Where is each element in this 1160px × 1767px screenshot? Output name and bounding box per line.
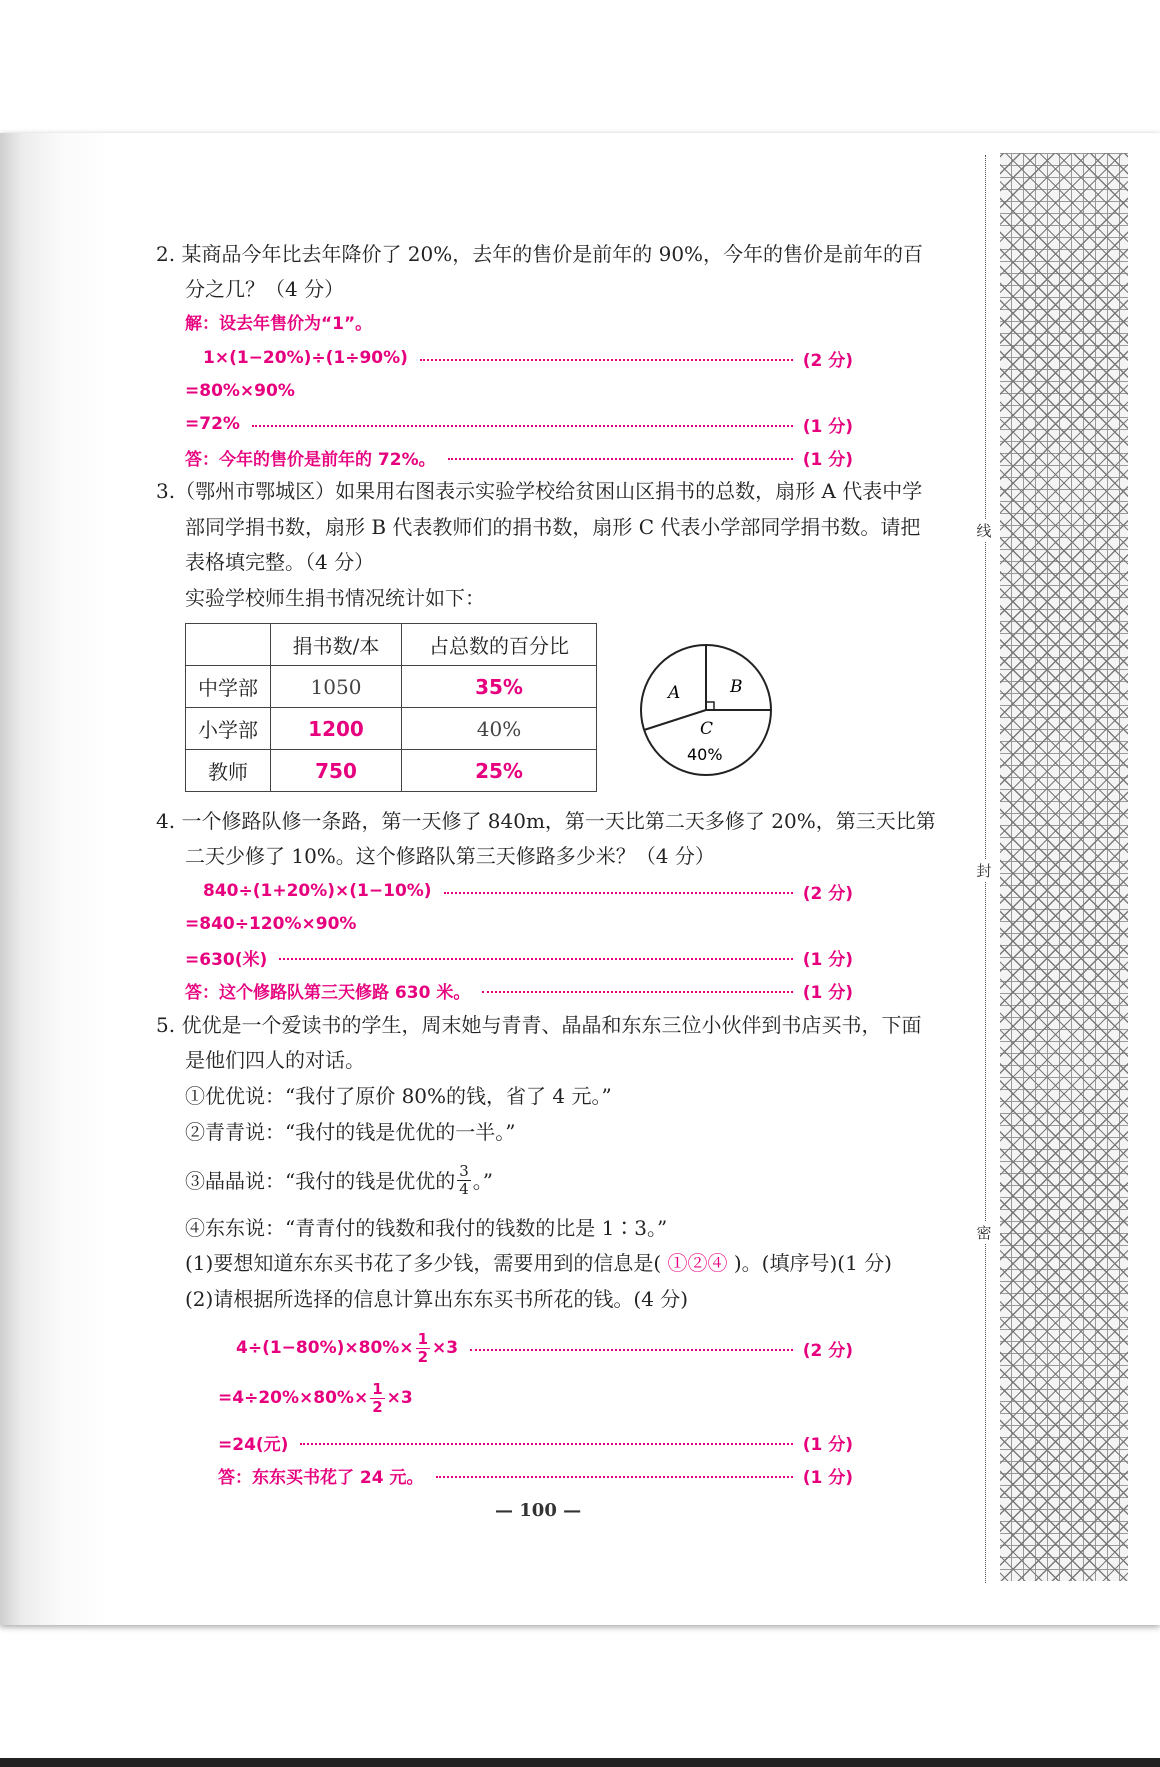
q2-step3-row (185, 409, 853, 439)
margin-label-mi: 密 (973, 1222, 995, 1244)
q4-step1-score: (2 分) (802, 883, 853, 904)
row-label: 中学部 (186, 666, 271, 708)
q5-sub1-end: )。(填序号)(1 分) (733, 1251, 892, 1275)
q2-solution-label: 解：设去年售价为“1”。 (185, 314, 373, 334)
fraction-one-half (370, 1381, 384, 1416)
q5-answer-score: (1 分) (802, 1467, 853, 1488)
row-label: 教师 (186, 750, 271, 792)
pie-label-c: C (700, 719, 714, 739)
q5-step3-row (218, 1427, 853, 1457)
donation-table (185, 623, 597, 792)
q4-step1-row (203, 876, 853, 906)
leader-dots (252, 425, 793, 427)
fraction-denominator: 2 (372, 1397, 383, 1416)
q5-step2-end: ×3 (386, 1388, 413, 1408)
fraction-denominator: 4 (459, 1180, 469, 1198)
pie-label-a: A (668, 683, 681, 703)
pie-c-percent: 40% (687, 745, 723, 764)
q2-step3-score: (1 分) (802, 416, 853, 437)
q2-step1-row (203, 343, 853, 373)
row-count: 1200 (271, 708, 402, 750)
leader-dots (444, 892, 793, 894)
q5-sub1 (185, 1248, 892, 1278)
q3-text-line3: 表格填完整。（4 分） (185, 550, 375, 574)
row-percent: 25% (402, 750, 597, 792)
leader-dots (420, 359, 793, 361)
q5-step1-score: (2 分) (802, 1340, 853, 1361)
q4-step3-row (185, 942, 853, 972)
pie-label-b: B (730, 677, 743, 697)
q5-step1 (236, 1331, 458, 1366)
q5-step1-end: ×3 (432, 1338, 459, 1358)
fraction-numerator: 1 (417, 1329, 428, 1348)
q5-step3-score: (1 分) (802, 1434, 853, 1455)
leader-dots (436, 1476, 793, 1478)
q5-say4: ④东东说：“青青付的钱数和我付的钱数的比是 1∶3。” (185, 1216, 668, 1240)
page-number: — 100 — (495, 1500, 582, 1521)
q5-text-line1: 5. 优优是一个爱读书的学生，周末她与青青、晶晶和东东三位小伙伴到书店买书，下面 (156, 1013, 922, 1037)
row-count: 750 (271, 750, 402, 792)
table-row (186, 666, 597, 708)
q4-answer-score: (1 分) (802, 982, 853, 1003)
q2-step1-score: (2 分) (802, 350, 853, 371)
leader-dots (482, 991, 792, 993)
fraction-numerator: 3 (459, 1162, 469, 1180)
q4-step3: =630(米) (185, 949, 268, 970)
decorative-pattern-strip (1000, 153, 1128, 1581)
q2-text-line2: 分之几？（4 分） (185, 277, 345, 301)
q5-say3 (185, 1163, 493, 1198)
q3-text-line2: 部同学捐书数，扇形 B 代表教师们的捐书数，扇形 C 代表小学部同学捐书数。请把 (185, 515, 921, 539)
q4-text-line2: 二天少修了 10%。这个修路队第三天修路多少米？（4 分） (185, 844, 715, 868)
q4-step3-score: (1 分) (802, 949, 853, 970)
q5-say1: ①优优说：“我付了原价 80%的钱，省了 4 元。” (185, 1084, 612, 1108)
q5-answer-row (218, 1460, 853, 1490)
q2-answer-score: (1 分) (802, 449, 853, 470)
table-row (186, 750, 597, 792)
leader-dots (279, 958, 792, 960)
q4-text-line1: 4. 一个修路队修一条路，第一天修了 840m，第一天比第二天多修了 20%，第三天比第 (156, 809, 936, 833)
q2-answer-row (185, 442, 853, 472)
row-label: 小学部 (186, 708, 271, 750)
margin-label-feng: 封 (973, 860, 995, 882)
table-header-cell (186, 624, 271, 666)
row-percent: 40% (402, 708, 597, 750)
fraction-numerator: 1 (372, 1379, 383, 1398)
q5-sub2: (2)请根据所选择的信息计算出东东买书所花的钱。(4 分) (185, 1287, 689, 1311)
q5-say2: ②青青说：“我付的钱是优优的一半。” (185, 1120, 516, 1144)
fraction-denominator: 2 (417, 1347, 428, 1366)
q5-sub1-text: (1)要想知道东东买书花了多少钱，需要用到的信息是( (185, 1251, 662, 1275)
q5-sub1-answer: ①②④ (667, 1251, 728, 1275)
table-header-row (186, 624, 597, 666)
q5-say3-end: 。” (472, 1168, 494, 1193)
leader-dots (448, 458, 793, 460)
q5-text-line2: 是他们四人的对话。 (185, 1048, 365, 1072)
fraction-three-quarters (457, 1163, 471, 1198)
q3-text-line1: 3.（鄂州市鄂城区）如果用右图表示实验学校给贫困山区捐书的总数，扇形 A 代表中学 (156, 479, 923, 503)
leader-dots (470, 1349, 793, 1351)
q5-step2 (218, 1380, 413, 1416)
row-count: 1050 (271, 666, 402, 708)
q5-say3-text: ③晶晶说：“我付的钱是优优的 (185, 1168, 456, 1193)
q5-step2-text: =4÷20%×80%× (218, 1388, 369, 1408)
table-row (186, 708, 597, 750)
table-header-cell: 捐书数/本 (271, 624, 402, 666)
q2-step3: =72% (185, 414, 240, 434)
table-header-cell: 占总数的百分比 (402, 624, 597, 666)
margin-label-xian: 线 (973, 520, 995, 542)
q4-answer-row (185, 975, 853, 1005)
q5-step3: =24(元) (218, 1434, 289, 1455)
q4-step2: =840÷120%×90% (185, 914, 357, 934)
fraction-one-half (416, 1331, 430, 1366)
q4-step1: 840÷(1+20%)×(1−10%) (203, 881, 432, 901)
q5-answer: 答：东东买书花了 24 元。 (218, 1467, 424, 1488)
q5-step1-row (236, 1330, 853, 1366)
q2-text-line1: 2. 某商品今年比去年降价了 20%，去年的售价是前年的 90%，今年的售价是前年的百 (156, 242, 924, 266)
row-percent: 35% (402, 666, 597, 708)
q2-step1: 1×(1−20%)÷(1÷90%) (203, 348, 408, 368)
donation-pie-chart (636, 640, 776, 780)
q5-step1-text: 4÷(1−80%)×80%× (236, 1338, 414, 1358)
leader-dots (300, 1443, 792, 1445)
q3-table-title: 实验学校师生捐书情况统计如下： (185, 586, 485, 610)
q2-step2: =80%×90% (185, 381, 295, 401)
q2-answer: 答：今年的售价是前年的 72%。 (185, 449, 436, 470)
q4-answer: 答：这个修路队第三天修路 630 米。 (185, 982, 471, 1003)
page-number-value: 100 (519, 1500, 557, 1521)
